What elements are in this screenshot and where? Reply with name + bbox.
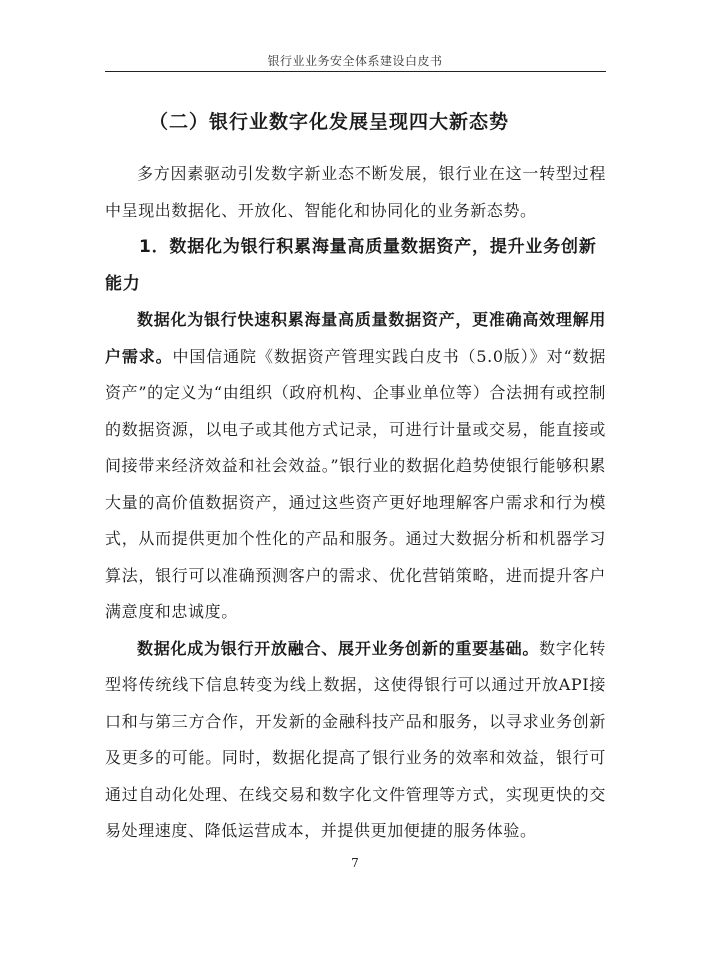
page-number: 7 [351,856,359,870]
paragraph-2-body: 数字化转型将传统线下信息转变为线上数据，这使得银行可以通过开放API接口和与第三方合作，开发新的金融科技产品和服务，以寻求业务创新及更多的可能。同时，数据化提高了银行业务的效率和效益，银行可通过自动化处理、在线交易和数字化文件管理等方式，实现更快的交易处理速度、降低运营成本，并提供更加便捷的服务体验。 [105,638,606,840]
paragraph-2 [105,631,606,850]
subsection-heading: 1．数据化为银行积累海量高质量数据资产，提升业务创新能力 [105,237,597,294]
paragraph-2-lead: 数据化成为银行开放融合、展开业务创新的重要基础。 [137,638,540,658]
section-title: （二）银行业数字化发展呈现四大新态势 [149,111,510,133]
header-divider [105,71,606,72]
paragraph-1 [105,302,606,631]
paragraph-1-lead: 数据化为银行快速积累海量高质量数据资产，更准确高效理解用户需求。 [105,310,606,366]
page-body [105,108,606,850]
paragraph-1-body: 中国信通院《数据资产管理实践白皮书（5.0版）》对“数据资产”的定义为“由组织（政府机构、企事业单位等）合法拥有或控制的数据资源，以电子或其他方式记录，可进行计量或交易，能直接或间接带来经济效益和社会效益。”银行业的数据化趋势使银行能够积累大量的高价值数据资产，通过这些资产更好地理解客户需求和行为模式，从而提供更加个性化的产品和服务。通过大数据分析和机器学习算法，银行可以准确预测客户的需求、优化营销策略，进而提升客户满意度和忠诚度。 [105,346,606,621]
section-intro: 多方因素驱动引发数字新业态不断发展，银行业在这一转型过程中呈现出数据化、开放化、智能化和协同化的业务新态势。 [105,164,606,220]
running-header: 银行业业务安全体系建设白皮书 [267,54,443,68]
